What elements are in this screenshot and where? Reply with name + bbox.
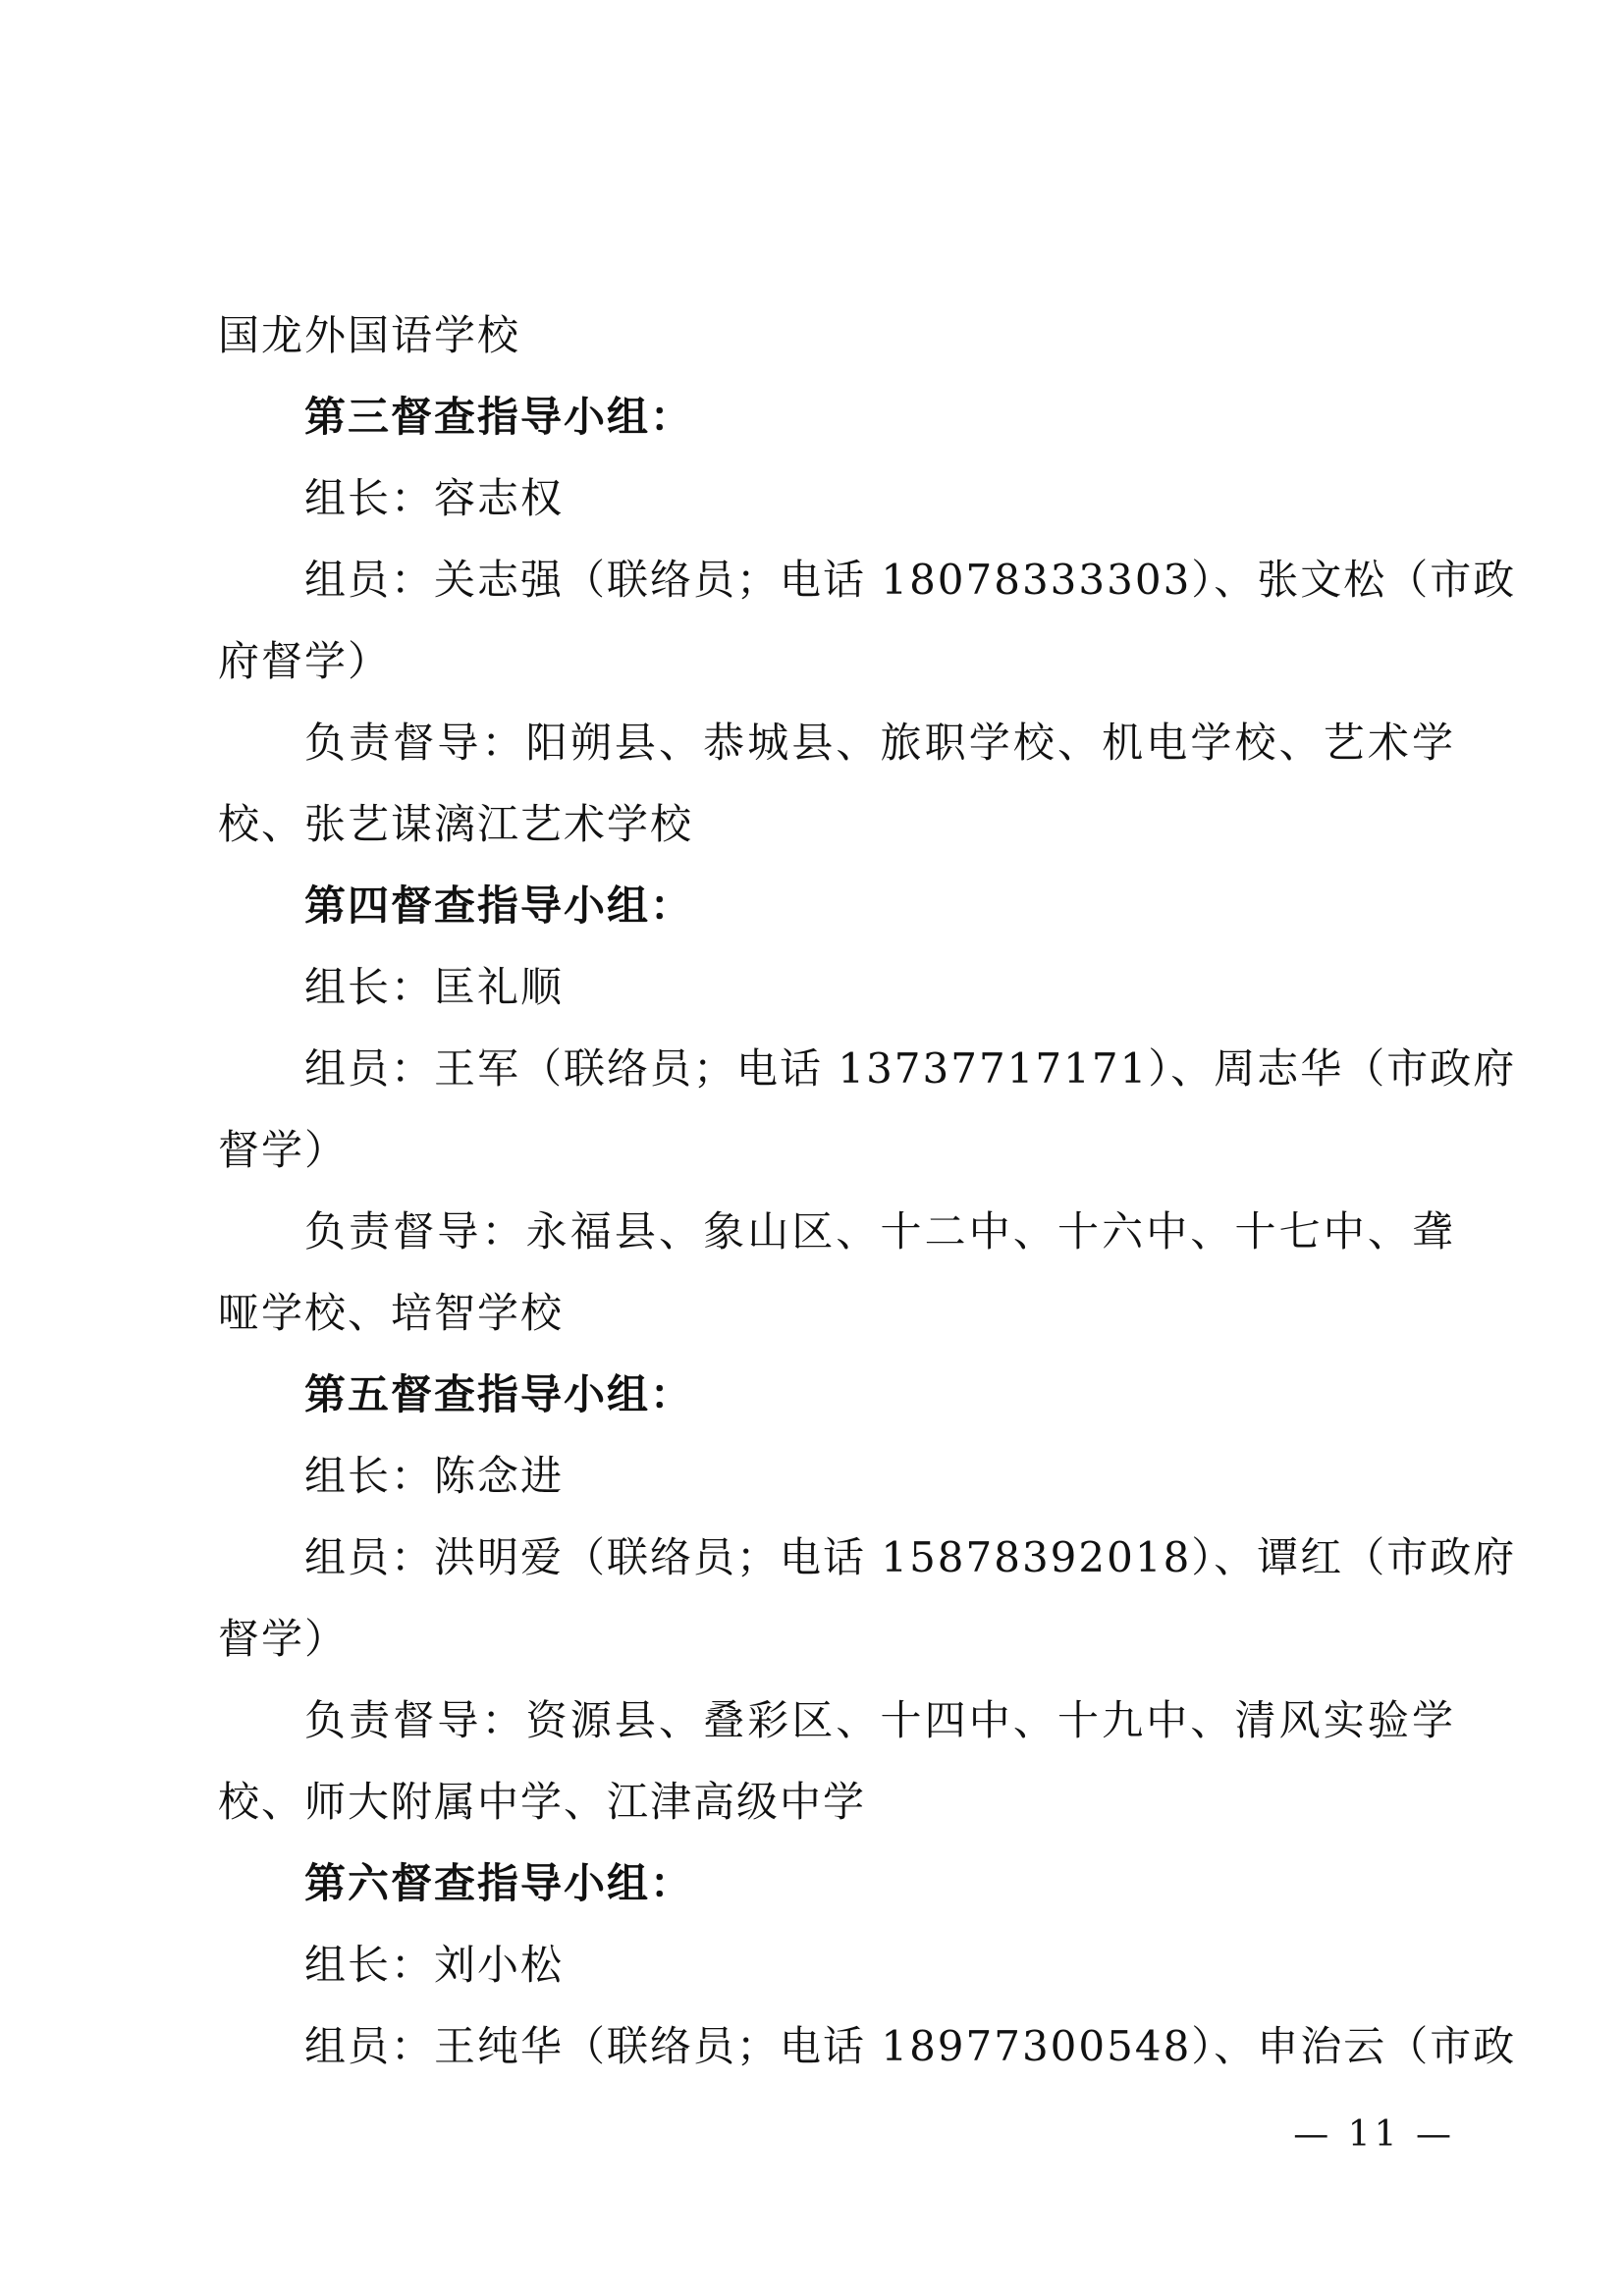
group-leader-line: 组长：陈念进 — [304, 1452, 565, 1500]
group-heading: 第四督查指导小组： — [304, 881, 694, 930]
group-leader-line: 组长：刘小松 — [304, 1941, 565, 1989]
document-line-continuation: 校、师大附属中学、江津高级中学 — [218, 1778, 867, 1826]
page-number: — 11 — — [1293, 2114, 1455, 2155]
supervision-scope-line: 负责督导：资源县、叠彩区、十四中、十九中、清风实验学 — [304, 1696, 1455, 1744]
group-heading: 第五督查指导小组： — [304, 1370, 694, 1418]
document-line-continuation: 哑学校、培智学校 — [218, 1289, 565, 1337]
supervision-scope-line: 负责督导：永福县、象山区、十二中、十六中、十七中、聋 — [304, 1207, 1455, 1255]
group-heading: 第六督查指导小组： — [304, 1859, 694, 1907]
document-line-continuation: 督学） — [218, 1615, 349, 1663]
document-line: 国龙外国语学校 — [218, 311, 521, 359]
document-line-continuation: 校、张艺谋漓江艺术学校 — [218, 800, 694, 848]
group-leader-line: 组长：匡礼顺 — [304, 963, 565, 1011]
group-members-line: 组员：王纯华（联络员；电话 18977300548）、申治云（市政 — [304, 2022, 1517, 2070]
group-members-line: 组员：王军（联络员；电话 13737717171）、周志华（市政府 — [304, 1044, 1517, 1093]
group-members-line: 组员：关志强（联络员；电话 18078333303）、张文松（市政 — [304, 556, 1517, 604]
document-line-continuation: 督学） — [218, 1126, 349, 1174]
document-line-continuation: 府督学） — [218, 637, 392, 685]
group-leader-line: 组长：容志权 — [304, 474, 565, 522]
group-members-line: 组员：洪明爱（联络员；电话 15878392018）、谭红（市政府 — [304, 1533, 1517, 1581]
group-heading: 第三督查指导小组： — [304, 393, 694, 441]
supervision-scope-line: 负责督导：阳朔县、恭城县、旅职学校、机电学校、艺术学 — [304, 719, 1455, 767]
